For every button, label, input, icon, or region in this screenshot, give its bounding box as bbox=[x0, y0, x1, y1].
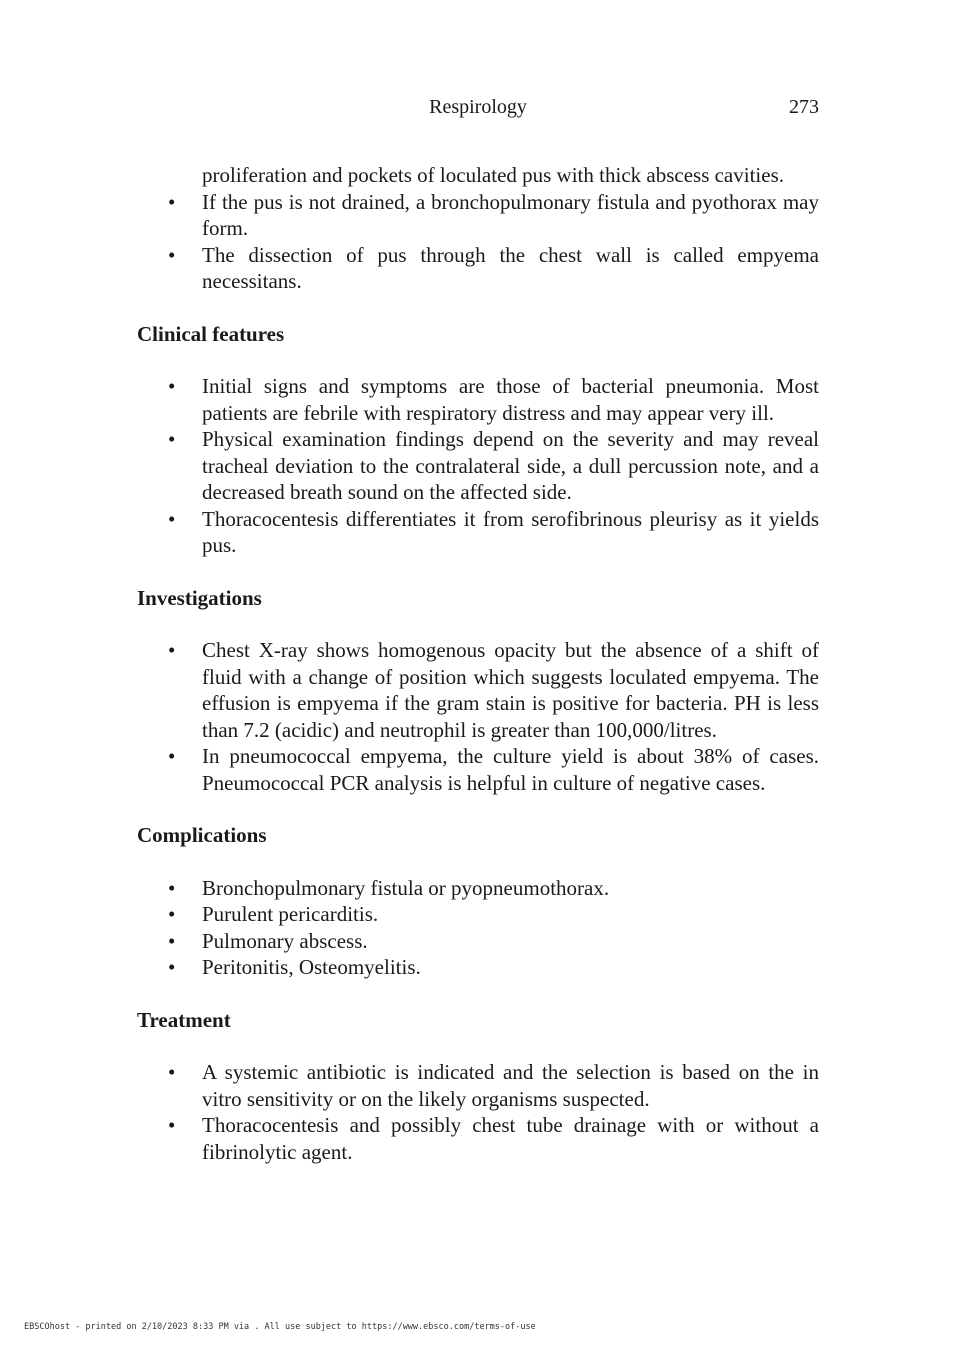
continued-paragraph: proliferation and pockets of loculated pus with thick abscess cavities. bbox=[202, 163, 785, 187]
bullet-icon: • bbox=[168, 427, 176, 451]
investigations-list bbox=[137, 637, 819, 796]
bullet-icon: • bbox=[168, 875, 176, 900]
bullet-icon: • bbox=[168, 506, 176, 531]
list-item-text: Thoracocentesis and possibly chest tube drainage with or without a fibrinolytic agent. bbox=[202, 1113, 819, 1164]
intro-list bbox=[137, 189, 819, 295]
section-heading-treatment: Treatment bbox=[137, 1007, 231, 1032]
page-number: 273 bbox=[789, 96, 819, 118]
bullet-icon: • bbox=[168, 374, 176, 398]
bullet-icon: • bbox=[168, 1060, 176, 1084]
list-item bbox=[137, 1059, 819, 1112]
list-item-text: A systemic antibiotic is indicated and the selection is based on the in vitro sensitivity or on the likely organisms suspected. bbox=[202, 1060, 819, 1111]
section-heading-complications: Complications bbox=[137, 823, 267, 847]
list-item bbox=[137, 901, 819, 928]
list-item bbox=[137, 506, 819, 559]
list-item-text: Peritonitis, Osteomyelitis. bbox=[202, 955, 421, 979]
list-item bbox=[137, 373, 819, 426]
list-item-text: Bronchopulmonary fistula or pyopneumothorax. bbox=[202, 875, 610, 900]
list-item bbox=[137, 637, 819, 743]
section-heading-clinical-features: Clinical features bbox=[137, 321, 285, 346]
bullet-icon: • bbox=[168, 928, 176, 953]
list-item bbox=[137, 954, 819, 981]
running-header bbox=[137, 96, 819, 122]
list-item bbox=[137, 242, 819, 295]
bullet-icon: • bbox=[168, 638, 176, 662]
bullet-icon: • bbox=[168, 902, 176, 926]
bullet-icon: • bbox=[168, 955, 176, 979]
list-item bbox=[137, 426, 819, 506]
list-item bbox=[137, 743, 819, 796]
bullet-icon: • bbox=[168, 1113, 176, 1137]
treatment-list bbox=[137, 1059, 819, 1165]
list-item-text: Initial signs and symptoms are those of bacterial pneumonia. Most patients are febrile with respiratory distress and may appear very ill. bbox=[202, 374, 819, 425]
list-item-text: Purulent pericarditis. bbox=[202, 902, 379, 926]
section-heading-investigations: Investigations bbox=[137, 585, 262, 610]
clinical-features-list bbox=[137, 373, 819, 559]
list-item bbox=[137, 189, 819, 242]
bullet-icon: • bbox=[168, 744, 176, 768]
page-body bbox=[137, 162, 819, 1165]
list-item-text: In pneumococcal empyema, the culture yield is about 38% of cases. Pneumococcal PCR analysis is helpful in culture of negative cases. bbox=[202, 744, 819, 795]
bullet-icon: • bbox=[168, 189, 176, 214]
list-item-text: The dissection of pus through the chest wall is called empyema necessitans. bbox=[202, 242, 819, 293]
list-item bbox=[137, 928, 819, 955]
complications-list bbox=[137, 875, 819, 981]
list-item-text: Thoracocentesis differentiates it from serofibrinous pleurisy as it yields pus. bbox=[202, 506, 819, 557]
list-item bbox=[137, 875, 819, 902]
chapter-title: Respirology bbox=[429, 96, 527, 118]
print-footer: EBSCOhost - printed on 2/10/2023 8:33 PM via . All use subject to https://www.ebsco.com/terms-of-use bbox=[24, 1322, 536, 1332]
list-item-text: Pulmonary abscess. bbox=[202, 928, 368, 953]
bullet-icon: • bbox=[168, 242, 176, 267]
list-item-text: Chest X-ray shows homogenous opacity but the absence of a shift of fluid with a change of position which suggests loculated empyema. The effusion is empyema if the gram stain is positive for bacteria. PH is less than 7.2 (acidic) and neutrophil is greater than 100,000/litres. bbox=[202, 638, 819, 742]
list-item-text: Physical examination findings depend on the severity and may reveal tracheal deviation to the contralateral side, a dull percussion note, and a decreased breath sound on the affected side. bbox=[202, 427, 819, 504]
list-item bbox=[137, 1112, 819, 1165]
list-item-text: If the pus is not drained, a bronchopulmonary fistula and pyothorax may form. bbox=[202, 189, 819, 240]
